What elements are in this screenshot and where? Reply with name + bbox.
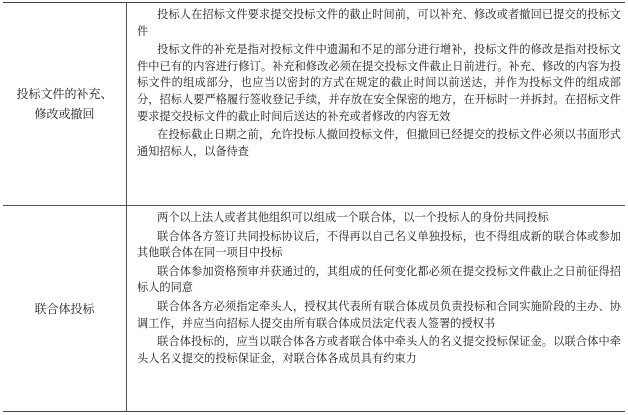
paragraph: 投标人在招标文件要求提交投标文件的截止时间前，可以补充、修改或者撤回已提交的投标文件	[137, 8, 621, 38]
table-row-bid-revision	[3, 3, 625, 206]
paragraph: 两个以上法人或者其他组织可以组成一个联合体，以一个投标人的身份共同投标	[157, 211, 549, 224]
paragraph: 联合体各方必须指定牵头人，授权其代表所有联合体成员负责投标和合同实施阶段的主办、协调工作，并应当向招标人提交由所有联合体成员法定代表人签署的授权书	[137, 299, 621, 330]
row-label-bid-revision	[3, 3, 127, 205]
paragraph: 联合体参加资格预审并获通过的，其组成的任何变化都必须在提交投标文件截止之日前征得招标人的同意	[137, 264, 621, 295]
row-label-line: 投标文件的补充、	[16, 87, 113, 101]
row-label-line: 修改或撤回	[34, 107, 95, 121]
row-label-line: 联合体投标	[34, 301, 95, 316]
table-row-joint-bid	[3, 206, 625, 411]
row-content-bid-revision	[127, 3, 625, 205]
paragraph: 投标文件的补充是指对投标文件中遗漏和不足的部分进行增补，投标文件的修改是指对投标文件中已有的内容进行修订。补充和修改必须在提交投标文件截止日前进行。补充、修改的内容为投标文件的组成部分，也应当以密封的方式在规定的截止时间以前送达，并作为投标文件的组成部分，招标人要严格履行签收登记手续，并存放在安全保密的地方，在开标时一并拆封。在招标文件要求提交投标文件的截止时间后送达的补充或者修改的内容无效	[137, 43, 621, 123]
row-content-joint-bid	[127, 206, 625, 411]
rules-table	[3, 2, 625, 412]
paragraph: 联合体投标的，应当以联合体各方或者联合体中牵头人的名义提交投标保证金。以联合体中牵头人名义提交的投标保证金，对联合体各成员具有约束力	[137, 335, 621, 365]
row-label-joint-bid	[3, 206, 127, 411]
paragraph: 在投标截止日期之前，允许投标人撤回投标文件，但撤回已经提交的投标文件必须以书面形式通知招标人，以备待查	[137, 128, 621, 158]
paragraph: 联合体各方签订共同投标协议后，不得再以自己名义单独投标，也不得组成新的联合体或参加其他联合体在同一项目中投标	[137, 229, 621, 260]
